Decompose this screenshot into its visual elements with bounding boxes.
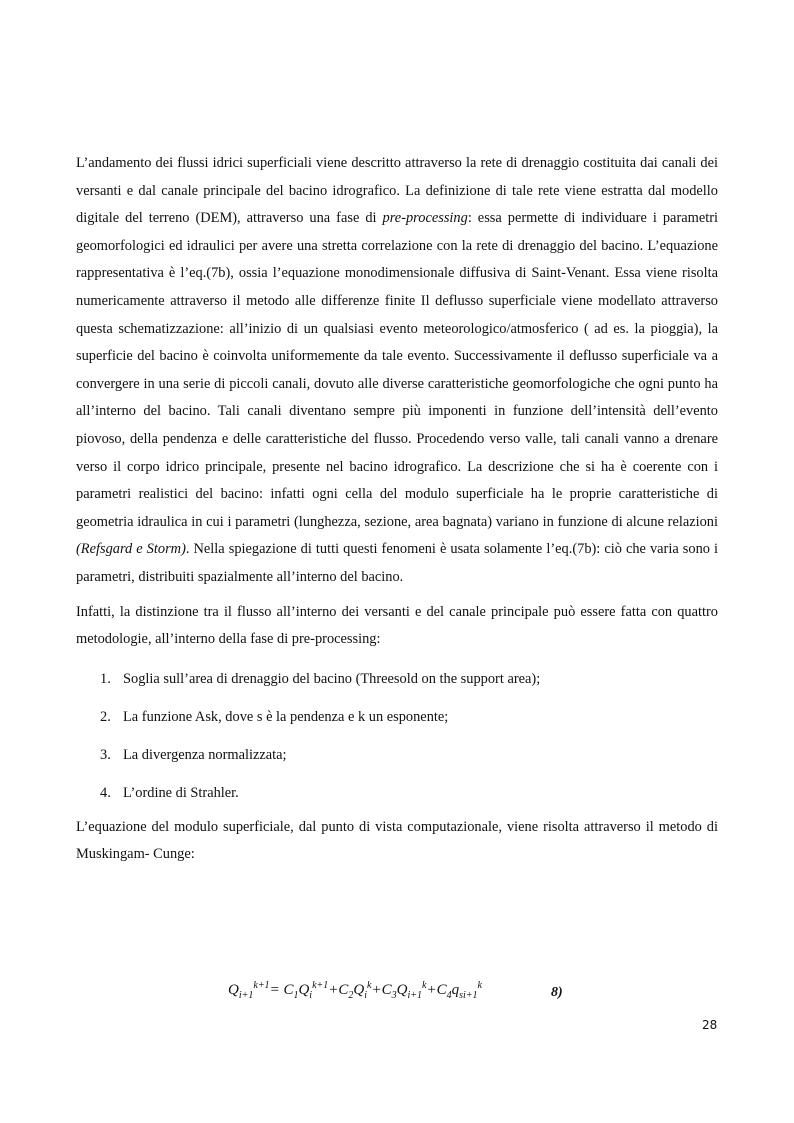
- emphasis-citation: (Refsgard e Storm): [76, 541, 186, 558]
- muskingam-cunge-equation: $Q_{i+1}^{k+1}= C_1Q_i^{k+1}+C_2Q_i^k+C_3Q_{i+1}^k+C_4q_{si+1}^k$: [228, 980, 482, 1001]
- list-number: 3.: [100, 746, 111, 763]
- paragraph-1: L’andamento dei flussi idrici superficiali viene descritto attraverso la rete di drenaggio costituita dai canali dei versanti e dal canale principale del bacino idrografico. La definizione di tale rete viene estratta dal modello digitale del terreno (DEM), attraverso una fase di pre-processing: essa permette di individuare i parametri geomorfologici ed idraulici per avere una stretta correlazione con la rete di drenaggio del bacino. L’equazione rappresentativa è l’eq.(7b), ossia l’equazione monodimensionale diffusiva di Saint-Venant. Essa viene risolta numericamente attraverso il metodo alle differenze finite Il deflusso superficiale viene modellato attraverso questa schematizzazione: all’inizio di un qualsiasi evento meteorologico/atmosferico ( ad es. la pioggia), la superficie del bacino è coinvolta uniformemente da tale evento. Successivamente il deflusso superficiale va a convergere in una serie di piccoli canali, dovuto alle diverse caratteristiche geomorfologiche che ogni punto ha all’interno del bacino. Tali canali diventano sempre più imponenti in funzione dell’intensità dell’evento piovoso, della pendenza e delle caratteristiche del flusso. Procedendo verso valle, tali canali vanno a drenare verso il corpo idrico principale, presente nel bacino idrografico. La descrizione che si ha è coerente con i parametri realistici del bacino: infatti ogni cella del modulo superficiale ha le proprie caratteristiche di geometria idraulica in cui i parametri (lunghezza, sezione, area bagnata) variano in funzione di alcune relazioni (Refsgard e Storm). Nella spiegazione di tutti questi fenomeni è usata solamente l’eq.(7b): ciò che varia sono i parametri, distribuiti spazialmente all’interno del bacino.: [76, 155, 718, 585]
- document-body: [76, 150, 718, 869]
- list-item: [76, 736, 718, 774]
- list-text: Soglia sull’area di drenaggio del bacino (Threesold on the support area);: [123, 670, 541, 687]
- equation-number: 8): [551, 985, 563, 1000]
- list-number: 2.: [100, 708, 111, 725]
- paragraph-3: L’equazione del modulo superficiale, dal punto di vista computazionale, viene risolta attraverso il metodo di Muskingam- Cunge:: [76, 818, 718, 863]
- list-number: 4.: [100, 784, 111, 801]
- methods-list: [76, 660, 718, 812]
- list-text: La funzione Ask, dove s è la pendenza e k un esponente;: [123, 708, 449, 725]
- emphasis-pre-processing: pre-processing: [382, 210, 468, 227]
- list-item: [76, 774, 718, 812]
- paragraph-2: Infatti, la distinzione tra il flusso all’interno dei versanti e del canale principale può essere fatta con quattro metodologie, all’interno della fase di pre-processing:: [76, 603, 718, 648]
- list-item: [76, 698, 718, 736]
- list-number: 1.: [100, 670, 111, 687]
- list-text: La divergenza normalizzata;: [123, 746, 287, 763]
- list-item: [76, 660, 718, 698]
- page-number: 28: [702, 1018, 718, 1032]
- list-text: L’ordine di Strahler.: [123, 784, 239, 801]
